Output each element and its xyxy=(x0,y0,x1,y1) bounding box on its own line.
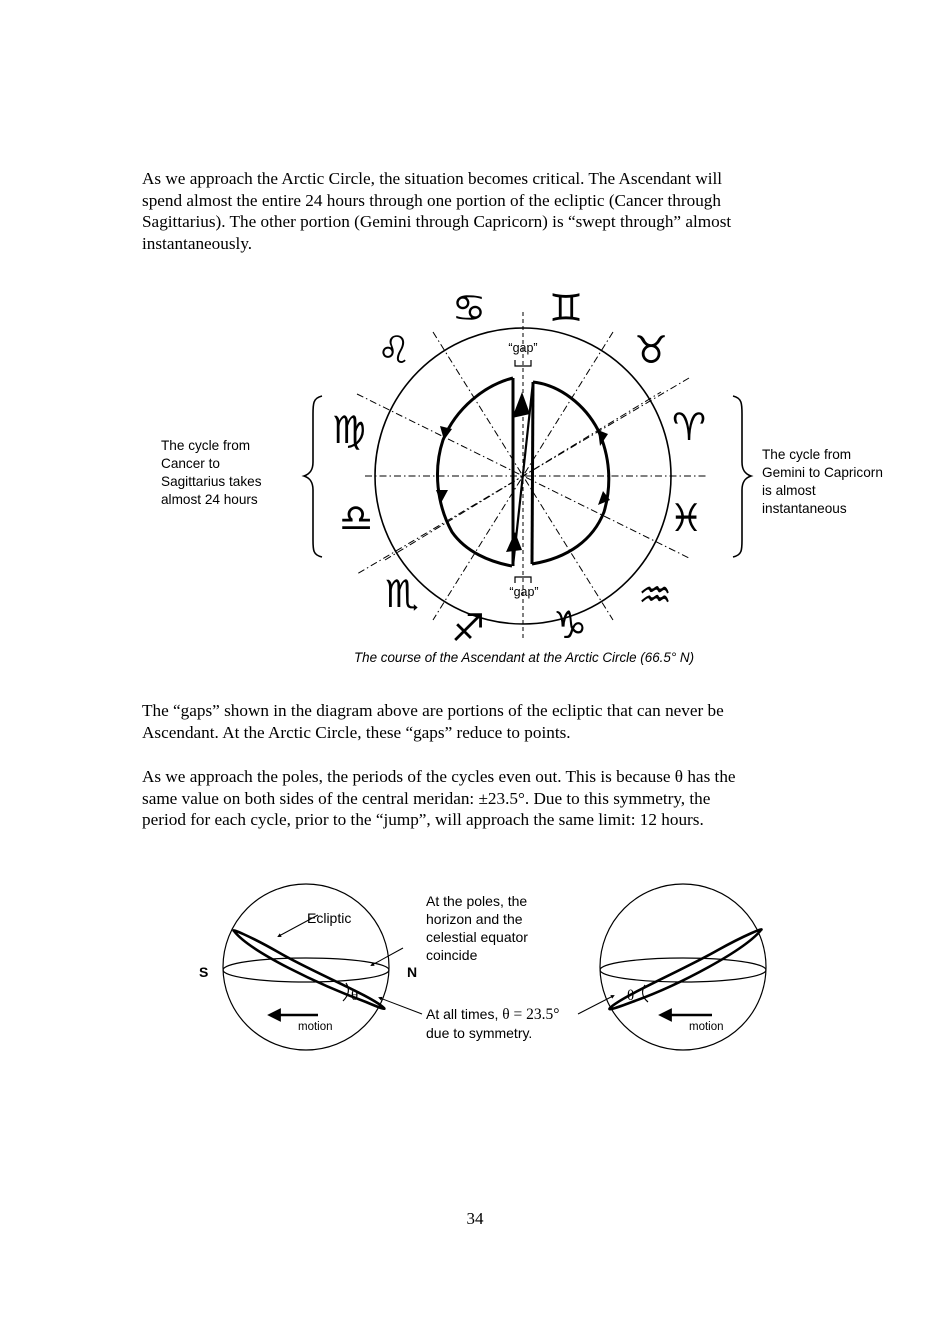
intro-line-1: As we approach the Arctic Circle, the situation becomes critical. The Ascendant will xyxy=(142,169,723,188)
south-label: S xyxy=(199,964,209,980)
intro-line-2: spend almost the entire 24 hours through one portion of the ecliptic (Cancer through xyxy=(142,190,721,210)
taurus-icon: ♉ xyxy=(633,328,669,372)
left-note-line-1: The cycle from xyxy=(161,438,251,453)
right-horizon xyxy=(600,958,766,982)
left-horizon xyxy=(223,958,389,982)
right-note-line-3: is almost xyxy=(762,483,816,498)
sagittarius-icon: ♐ xyxy=(450,606,486,650)
poles-note-line-2: horizon and the xyxy=(426,911,523,927)
libra-icon: ♎ xyxy=(338,496,374,540)
motion-left-label: motion xyxy=(298,1021,333,1033)
left-cycle-path xyxy=(437,378,513,566)
left-note-line-4: almost 24 hours xyxy=(161,492,258,507)
gaps-line-1: The “gaps” shown in the diagram above are portions of the ecliptic that can never be xyxy=(142,701,724,720)
poles-line-2: same value on both sides of the central meridan: ±23.5°. Due to this symmetry, the xyxy=(142,788,711,808)
poles-line-1: As we approach the poles, the periods of the cycles even out. This is because θ has the xyxy=(142,767,736,786)
right-cycle-path xyxy=(532,382,609,564)
motion-right-label: motion xyxy=(689,1021,724,1033)
poles-line-3: period for each cycle, prior to the “jump”, will approach the same limit: 12 hours. xyxy=(142,810,704,829)
gap-bottom-label: “gap” xyxy=(509,585,539,599)
aquarius-icon: ♒ xyxy=(637,573,673,617)
right-brace xyxy=(733,396,751,557)
ecliptic-label: Ecliptic xyxy=(307,910,352,926)
right-cycle-note xyxy=(762,446,883,518)
times-note-line-2: due to symmetry. xyxy=(426,1025,533,1041)
gemini-icon: ♊ xyxy=(548,286,584,330)
intro-line-3: Sagittarius). The other portion (Gemini through Capricorn) is “swept through” almost xyxy=(142,212,732,231)
capricorn-icon: ♑ xyxy=(552,603,588,647)
pisces-icon: ♓ xyxy=(668,496,704,540)
gaps-line-2: Ascendant. At the Arctic Circle, these “gaps” reduce to points. xyxy=(142,722,571,742)
right-note-line-1: The cycle from xyxy=(762,447,852,462)
poles-note-line-3: celestial equator xyxy=(426,929,528,945)
intro-line-4: instantaneously. xyxy=(142,233,253,253)
page-number: 34 xyxy=(466,1209,484,1228)
left-ecliptic xyxy=(233,930,384,1008)
left-brace xyxy=(304,396,322,557)
north-label: N xyxy=(407,964,418,980)
poles-note-line-1: At the poles, the xyxy=(426,893,528,909)
times-prefix: At all times, xyxy=(426,1006,503,1022)
left-note-line-2: Cancer to xyxy=(161,456,220,471)
times-note-line-1 xyxy=(426,1006,560,1023)
theta-right-label: θ xyxy=(627,988,635,1004)
figure1-caption: The course of the Ascendant at the Arctic Circle (66.5° N) xyxy=(354,650,695,665)
cancer-icon: ♋ xyxy=(451,286,487,330)
right-note-line-4: instantaneous xyxy=(762,501,847,516)
theta-left-label: θ xyxy=(351,988,359,1004)
left-note-line-3: Sagittarius takes xyxy=(161,474,262,489)
aries-icon: ♈ xyxy=(671,405,707,449)
scorpio-icon: ♏ xyxy=(384,572,420,616)
poles-paragraph xyxy=(142,766,812,831)
left-cycle-note xyxy=(161,437,262,509)
right-note-line-2: Gemini to Capricorn xyxy=(762,465,883,480)
leo-icon: ♌ xyxy=(376,328,412,372)
gaps-paragraph xyxy=(142,700,812,743)
gap-top-label: “gap” xyxy=(508,341,538,355)
poles-note-line-4: coincide xyxy=(426,947,478,963)
times-value: θ = 23.5° xyxy=(502,1006,560,1023)
virgo-icon: ♍ xyxy=(331,408,367,452)
